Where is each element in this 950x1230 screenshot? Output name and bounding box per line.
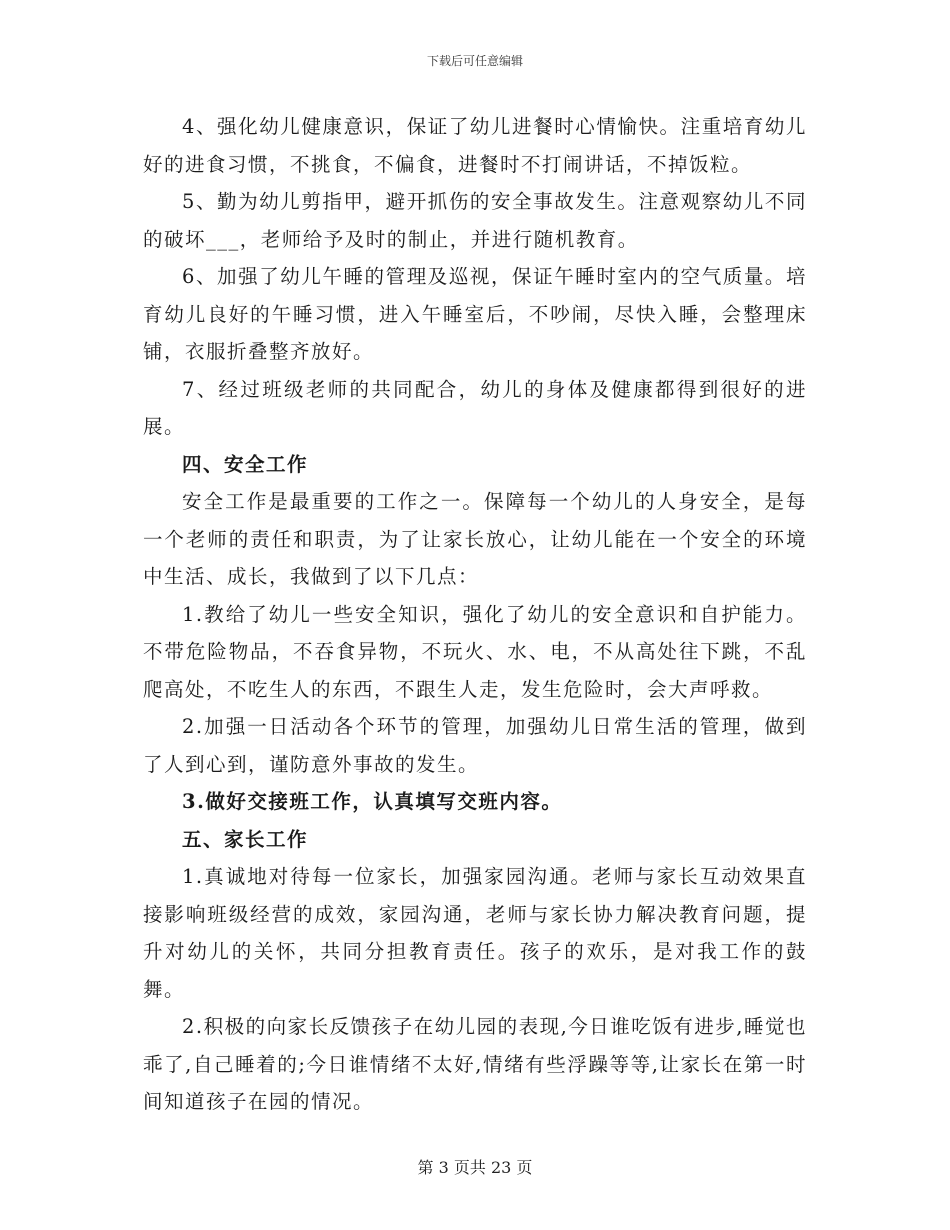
paragraph-safety-1: 1.教给了幼儿一些安全知识，强化了幼儿的安全意识和自护能力。不带危险物品，不吞食异物，不玩火、水、电，不从高处往下跳，不乱爬高处，不吃生人的东西，不跟生人走，发生危险时，会大声呼救。 <box>143 602 807 701</box>
page-footer: 第 3 页共 23 页 <box>417 1158 533 1177</box>
paragraph-safety-3: 3.做好交接班工作，认真填写交班内容。 <box>182 790 563 813</box>
document-body <box>143 108 807 1121</box>
paragraph-health-6: 6、加强了幼儿午睡的管理及巡视，保证午睡时室内的空气质量。培育幼儿良好的午睡习惯，进入午睡室后，不吵闹，尽快入睡，会整理床铺，衣服折叠整齐放好。 <box>143 265 807 363</box>
paragraph-parents-2: 2.积极的向家长反馈孩子在幼儿园的表现,今日谁吃饭有进步,睡觉也乖了,自己睡着的;今日谁情绪不太好,情绪有些浮躁等等,让家长在第一时间知道孩子在园的情况。 <box>143 1015 808 1113</box>
paragraph-health-4: 4、强化幼儿健康意识，保证了幼儿进餐时心情愉快。注重培育幼儿好的进食习惯，不挑食，不偏食，进餐时不打闹讲话，不掉饭粒。 <box>143 115 807 176</box>
paragraph-health-7: 7、经过班级老师的共同配合，幼儿的身体及健康都得到很好的进展。 <box>143 377 807 438</box>
paragraph-health-5: 5、勤为幼儿剪指甲，避开抓伤的安全事故发生。注意观察幼儿不同的破坏___，老师给予及时的制止，并进行随机教育。 <box>143 190 807 251</box>
paragraph-parents-1: 1.真诚地对待每一位家长，加强家园沟通。老师与家长互动效果直接影响班级经营的成效，家园沟通，老师与家长协力解决教育问题，提升对幼儿的关怀，共同分担教育责任。孩子的欢乐，是对我工作的鼓舞。 <box>143 865 807 1001</box>
paragraph-safety-2: 2.加强一日活动各个环节的管理，加强幼儿日常生活的管理，做到了人到心到，谨防意外事故的发生。 <box>143 715 807 776</box>
paragraph-safety-intro: 安全工作是最重要的工作之一。保障每一个幼儿的人身安全，是每一个老师的责任和职责，为了让家长放心，让幼儿能在一个安全的环境中生活、成长，我做到了以下几点： <box>143 490 807 588</box>
section-heading-parents: 五、家长工作 <box>182 827 309 851</box>
section-heading-safety: 四、安全工作 <box>182 452 309 476</box>
page-header: 下载后可任意编辑 <box>426 54 523 68</box>
